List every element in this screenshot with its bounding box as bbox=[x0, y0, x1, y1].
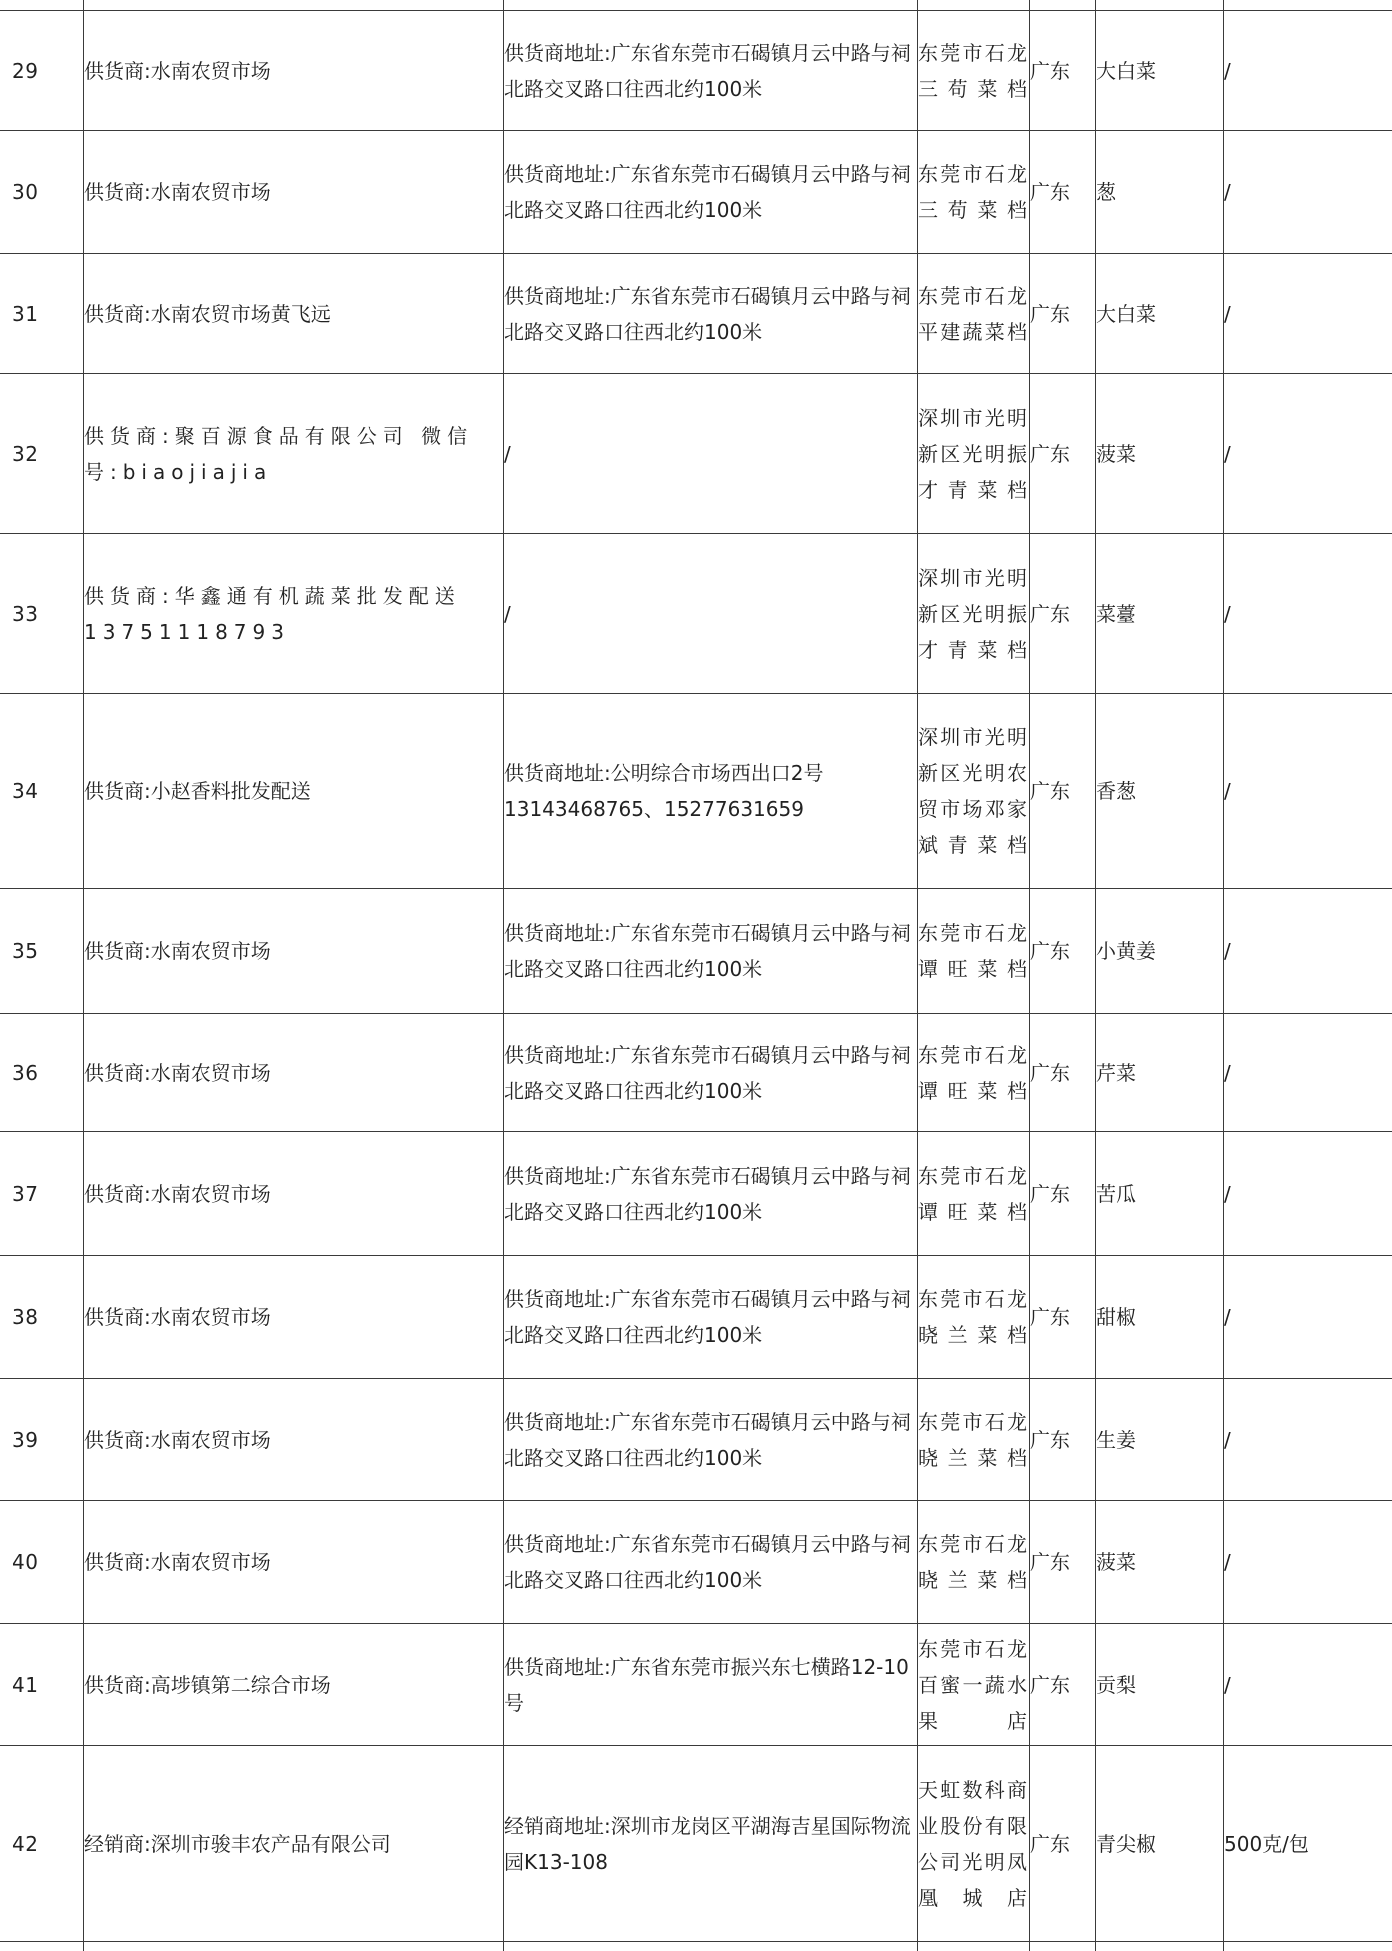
region-cell-text: 广东 bbox=[1030, 301, 1070, 326]
row-divider bbox=[0, 1255, 1392, 1256]
supplier-cell-text: 供货商:水南农贸市场 bbox=[84, 939, 271, 963]
store-cell-text: 东莞市石龙平建蔬菜档 bbox=[918, 283, 1028, 344]
store-cell bbox=[918, 534, 1028, 693]
row-number-cell-text: 38 bbox=[12, 1305, 39, 1329]
store-cell-text: 东莞市石龙谭旺菜档 bbox=[918, 1042, 1028, 1103]
column-divider bbox=[1095, 0, 1096, 1951]
spec-cell bbox=[1224, 374, 1392, 533]
address-cell bbox=[504, 131, 916, 253]
spec-cell-text: / bbox=[1224, 301, 1231, 326]
spec-cell-text: / bbox=[1224, 180, 1231, 204]
row-number-cell bbox=[0, 374, 80, 533]
address-cell bbox=[504, 1014, 916, 1131]
store-cell bbox=[918, 131, 1028, 253]
region-cell bbox=[1030, 1501, 1094, 1623]
store-cell bbox=[918, 1379, 1028, 1500]
row-divider bbox=[0, 1378, 1392, 1379]
product-cell bbox=[1096, 374, 1222, 533]
row-number-cell-text: 37 bbox=[12, 1181, 39, 1206]
product-cell-text: 大白菜 bbox=[1096, 301, 1156, 326]
column-divider bbox=[83, 0, 84, 1951]
product-cell-text: 青尖椒 bbox=[1096, 1831, 1156, 1856]
address-cell bbox=[504, 254, 916, 373]
region-cell-text: 广东 bbox=[1030, 1550, 1070, 1574]
region-cell-text: 广东 bbox=[1030, 939, 1070, 963]
address-cell-text: 供货商地址:广东省东莞市振兴东七横路12-10号 bbox=[504, 1654, 909, 1715]
spec-cell-text: / bbox=[1224, 939, 1231, 963]
address-cell bbox=[504, 1256, 916, 1378]
spec-cell bbox=[1224, 889, 1392, 1013]
address-cell-text: 供货商地址:广东省东莞市石碣镇月云中路与祠北路交叉路口往西北约100米 bbox=[504, 162, 911, 222]
address-cell bbox=[504, 1746, 916, 1941]
column-divider bbox=[1223, 0, 1224, 1951]
spec-cell bbox=[1224, 1256, 1392, 1378]
address-cell-text: 供货商地址:广东省东莞市石碣镇月云中路与祠北路交叉路口往西北约100米 bbox=[504, 283, 911, 344]
row-number-cell-text: 29 bbox=[12, 58, 39, 83]
spec-cell bbox=[1224, 1746, 1392, 1941]
supplier-cell-text: 供货商:华鑫通有机蔬菜批发配送13751118793 bbox=[84, 583, 461, 644]
region-cell-text: 广东 bbox=[1030, 441, 1070, 466]
row-divider bbox=[0, 693, 1392, 694]
region-cell bbox=[1030, 131, 1094, 253]
region-cell bbox=[1030, 1624, 1094, 1745]
supplier-cell bbox=[84, 1132, 502, 1255]
supplier-cell bbox=[84, 11, 502, 130]
address-cell-text: 供货商地址:广东省东莞市石碣镇月云中路与祠北路交叉路口往西北约100米 bbox=[504, 40, 911, 101]
store-cell-text: 东莞市石龙百蜜一蔬水果店 bbox=[918, 1636, 1028, 1733]
row-number-cell-text: 34 bbox=[12, 779, 39, 803]
product-cell-text: 苦瓜 bbox=[1096, 1181, 1136, 1206]
row-divider bbox=[0, 373, 1392, 374]
supplier-cell-text: 供货商:水南农贸市场 bbox=[84, 1550, 271, 1574]
row-divider bbox=[0, 130, 1392, 131]
supplier-cell bbox=[84, 1746, 502, 1941]
product-cell-text: 菠菜 bbox=[1096, 1550, 1136, 1574]
region-cell-text: 广东 bbox=[1030, 1305, 1070, 1329]
supplier-cell-text: 供货商:水南农贸市场 bbox=[84, 1181, 271, 1206]
supplier-cell-text: 供货商:水南农贸市场 bbox=[84, 1060, 271, 1085]
row-number-cell bbox=[0, 534, 80, 693]
row-divider bbox=[0, 1500, 1392, 1501]
region-cell bbox=[1030, 1379, 1094, 1500]
product-cell-text: 芹菜 bbox=[1096, 1060, 1136, 1085]
product-cell bbox=[1096, 694, 1222, 888]
supplier-cell-text: 供货商:水南农贸市场 bbox=[84, 180, 271, 204]
row-divider bbox=[0, 1013, 1392, 1014]
address-cell-text: / bbox=[504, 601, 511, 626]
store-cell-text: 东莞市石龙谭旺菜档 bbox=[918, 1163, 1028, 1224]
region-cell bbox=[1030, 1132, 1094, 1255]
store-cell bbox=[918, 1624, 1028, 1745]
region-cell-text: 广东 bbox=[1030, 779, 1070, 803]
row-number-cell-text: 42 bbox=[12, 1831, 39, 1856]
product-cell-text: 生姜 bbox=[1096, 1427, 1136, 1452]
region-cell-text: 广东 bbox=[1030, 1427, 1070, 1452]
row-number-cell bbox=[0, 254, 80, 373]
store-cell-text: 东莞市石龙晓兰菜档 bbox=[918, 1409, 1028, 1470]
region-cell-text: 广东 bbox=[1030, 601, 1070, 626]
product-cell-text: 贡梨 bbox=[1096, 1672, 1136, 1697]
store-cell-text: 深圳市光明新区光明振才青菜档 bbox=[918, 565, 1028, 662]
store-cell bbox=[918, 1501, 1028, 1623]
region-cell-text: 广东 bbox=[1030, 1181, 1070, 1206]
spec-cell-text: / bbox=[1224, 1305, 1231, 1329]
store-cell bbox=[918, 889, 1028, 1013]
spec-cell-text: / bbox=[1224, 1550, 1231, 1574]
spec-cell bbox=[1224, 694, 1392, 888]
address-cell-text: / bbox=[504, 441, 511, 466]
store-cell-text: 东莞市石龙三苟菜档 bbox=[918, 162, 1028, 222]
supplier-cell bbox=[84, 374, 502, 533]
spec-cell bbox=[1224, 1501, 1392, 1623]
column-divider bbox=[1029, 0, 1030, 1951]
address-cell bbox=[504, 1624, 916, 1745]
store-cell-text: 深圳市光明新区光明振才青菜档 bbox=[918, 405, 1028, 502]
product-cell bbox=[1096, 1132, 1222, 1255]
row-number-cell bbox=[0, 889, 80, 1013]
row-number-cell bbox=[0, 1132, 80, 1255]
supplier-cell bbox=[84, 889, 502, 1013]
region-cell bbox=[1030, 374, 1094, 533]
spec-cell bbox=[1224, 534, 1392, 693]
supplier-cell-text: 供货商:高埗镇第二综合市场 bbox=[84, 1672, 331, 1697]
product-cell-text: 大白菜 bbox=[1096, 58, 1156, 83]
address-cell bbox=[504, 889, 916, 1013]
row-divider bbox=[0, 10, 1392, 11]
supplier-cell-text: 供货商:水南农贸市场 bbox=[84, 58, 271, 83]
supplier-cell bbox=[84, 131, 502, 253]
store-cell-text: 东莞市石龙晓兰菜档 bbox=[918, 1532, 1028, 1592]
region-cell bbox=[1030, 889, 1094, 1013]
address-cell bbox=[504, 534, 916, 693]
product-cell bbox=[1096, 11, 1222, 130]
row-number-cell bbox=[0, 1746, 80, 1941]
supplier-cell-text: 供货商:水南农贸市场黄飞远 bbox=[84, 301, 331, 326]
column-divider bbox=[503, 0, 504, 1951]
spec-cell-text: / bbox=[1224, 1427, 1231, 1452]
supplier-cell-text: 供货商:小赵香料批发配送 bbox=[84, 779, 311, 803]
address-cell bbox=[504, 1132, 916, 1255]
store-cell-text: 东莞市石龙三苟菜档 bbox=[918, 40, 1028, 101]
row-divider bbox=[0, 888, 1392, 889]
supplier-cell-text: 供货商:聚百源食品有限公司 微信号:biaojiajia bbox=[84, 423, 474, 484]
product-cell bbox=[1096, 1624, 1222, 1745]
row-number-cell bbox=[0, 11, 80, 130]
supplier-cell bbox=[84, 1014, 502, 1131]
address-cell-text: 供货商地址:广东省东莞市石碣镇月云中路与祠北路交叉路口往西北约100米 bbox=[504, 1163, 911, 1224]
supplier-cell bbox=[84, 1379, 502, 1500]
supplier-cell bbox=[84, 694, 502, 888]
spec-cell bbox=[1224, 1132, 1392, 1255]
row-number-cell bbox=[0, 1256, 80, 1378]
spec-cell-text: / bbox=[1224, 441, 1231, 466]
row-number-cell bbox=[0, 131, 80, 253]
address-cell-text: 供货商地址:广东省东莞市石碣镇月云中路与祠北路交叉路口往西北约100米 bbox=[504, 1287, 911, 1347]
store-cell bbox=[918, 1256, 1028, 1378]
address-cell bbox=[504, 374, 916, 533]
region-cell-text: 广东 bbox=[1030, 1831, 1070, 1856]
product-cell bbox=[1096, 1379, 1222, 1500]
product-cell bbox=[1096, 889, 1222, 1013]
row-number-cell-text: 30 bbox=[12, 180, 39, 204]
spec-cell bbox=[1224, 11, 1392, 130]
region-cell bbox=[1030, 1746, 1094, 1941]
row-number-cell bbox=[0, 1624, 80, 1745]
product-cell bbox=[1096, 1256, 1222, 1378]
supplier-cell bbox=[84, 534, 502, 693]
store-cell-text: 天虹数科商业股份有限公司光明凤凰城店 bbox=[918, 1777, 1028, 1910]
address-cell-text: 供货商地址:广东省东莞市石碣镇月云中路与祠北路交叉路口往西北约100米 bbox=[504, 1042, 911, 1103]
store-cell bbox=[918, 1014, 1028, 1131]
supplier-cell-text: 经销商:深圳市骏丰农产品有限公司 bbox=[84, 1831, 391, 1856]
spec-cell bbox=[1224, 1624, 1392, 1745]
address-cell bbox=[504, 1501, 916, 1623]
row-number-cell-text: 36 bbox=[12, 1060, 39, 1085]
spec-cell bbox=[1224, 1014, 1392, 1131]
spec-cell-text: / bbox=[1224, 58, 1231, 83]
region-cell-text: 广东 bbox=[1030, 1672, 1070, 1697]
region-cell bbox=[1030, 534, 1094, 693]
supplier-cell-text: 供货商:水南农贸市场 bbox=[84, 1305, 271, 1329]
store-cell-text: 东莞市石龙谭旺菜档 bbox=[918, 921, 1028, 981]
product-cell bbox=[1096, 1501, 1222, 1623]
address-cell-text: 供货商地址:广东省东莞市石碣镇月云中路与祠北路交叉路口往西北约100米 bbox=[504, 921, 911, 981]
spec-cell-text: / bbox=[1224, 1181, 1231, 1206]
row-number-cell-text: 32 bbox=[12, 441, 39, 466]
spec-cell bbox=[1224, 1379, 1392, 1500]
row-divider bbox=[0, 1745, 1392, 1746]
row-number-cell bbox=[0, 1379, 80, 1500]
store-cell bbox=[918, 11, 1028, 130]
spec-cell-text: / bbox=[1224, 1672, 1231, 1697]
row-number-cell-text: 35 bbox=[12, 939, 39, 963]
region-cell bbox=[1030, 694, 1094, 888]
row-number-cell bbox=[0, 694, 80, 888]
spec-cell bbox=[1224, 254, 1392, 373]
region-cell-text: 广东 bbox=[1030, 180, 1070, 204]
address-cell-text: 供货商地址:公明综合市场西出口2号13143468765、15277631659 bbox=[504, 761, 824, 821]
row-number-cell-text: 40 bbox=[12, 1550, 39, 1574]
row-divider bbox=[0, 1131, 1392, 1132]
address-cell-text: 供货商地址:广东省东莞市石碣镇月云中路与祠北路交叉路口往西北约100米 bbox=[504, 1409, 911, 1470]
row-number-cell-text: 41 bbox=[12, 1672, 39, 1697]
row-number-cell-text: 31 bbox=[12, 301, 39, 326]
region-cell-text: 广东 bbox=[1030, 58, 1070, 83]
address-cell bbox=[504, 694, 916, 888]
supplier-cell-text: 供货商:水南农贸市场 bbox=[84, 1427, 271, 1452]
region-cell bbox=[1030, 11, 1094, 130]
row-divider bbox=[0, 1941, 1392, 1942]
store-cell bbox=[918, 1132, 1028, 1255]
row-number-cell bbox=[0, 1014, 80, 1131]
supplier-cell bbox=[84, 1624, 502, 1745]
spec-cell-text: / bbox=[1224, 779, 1231, 803]
region-cell-text: 广东 bbox=[1030, 1060, 1070, 1085]
product-cell-text: 甜椒 bbox=[1096, 1305, 1136, 1329]
address-cell bbox=[504, 1379, 916, 1500]
supplier-cell bbox=[84, 1256, 502, 1378]
supplier-cell bbox=[84, 254, 502, 373]
address-cell-text: 供货商地址:广东省东莞市石碣镇月云中路与祠北路交叉路口往西北约100米 bbox=[504, 1532, 911, 1592]
store-cell bbox=[918, 374, 1028, 533]
store-cell bbox=[918, 1746, 1028, 1941]
spec-cell bbox=[1224, 131, 1392, 253]
product-cell bbox=[1096, 1014, 1222, 1131]
address-cell-text: 经销商地址:深圳市龙岗区平湖海吉星国际物流园K13-108 bbox=[504, 1813, 911, 1874]
column-divider bbox=[917, 0, 918, 1951]
product-cell bbox=[1096, 534, 1222, 693]
spec-cell-text: 500克/包 bbox=[1224, 1831, 1309, 1856]
row-number-cell bbox=[0, 1501, 80, 1623]
row-divider bbox=[0, 253, 1392, 254]
spec-cell-text: / bbox=[1224, 601, 1231, 626]
row-number-cell-text: 33 bbox=[12, 601, 39, 626]
address-cell bbox=[504, 11, 916, 130]
store-cell bbox=[918, 694, 1028, 888]
product-cell-text: 葱 bbox=[1096, 180, 1116, 204]
spec-cell-text: / bbox=[1224, 1060, 1231, 1085]
region-cell bbox=[1030, 1256, 1094, 1378]
product-cell bbox=[1096, 131, 1222, 253]
product-cell-text: 菜薹 bbox=[1096, 601, 1136, 626]
product-cell bbox=[1096, 254, 1222, 373]
product-cell-text: 菠菜 bbox=[1096, 441, 1136, 466]
store-cell-text: 东莞市石龙晓兰菜档 bbox=[918, 1287, 1028, 1347]
store-cell-text: 深圳市光明新区光明农贸市场邓家斌青菜档 bbox=[918, 725, 1028, 857]
region-cell bbox=[1030, 1014, 1094, 1131]
region-cell bbox=[1030, 254, 1094, 373]
row-divider bbox=[0, 533, 1392, 534]
product-cell bbox=[1096, 1746, 1222, 1941]
row-number-cell-text: 39 bbox=[12, 1427, 39, 1452]
product-cell-text: 小黄姜 bbox=[1096, 939, 1156, 963]
row-divider bbox=[0, 1623, 1392, 1624]
product-cell-text: 香葱 bbox=[1096, 779, 1136, 803]
store-cell bbox=[918, 254, 1028, 373]
supplier-cell bbox=[84, 1501, 502, 1623]
